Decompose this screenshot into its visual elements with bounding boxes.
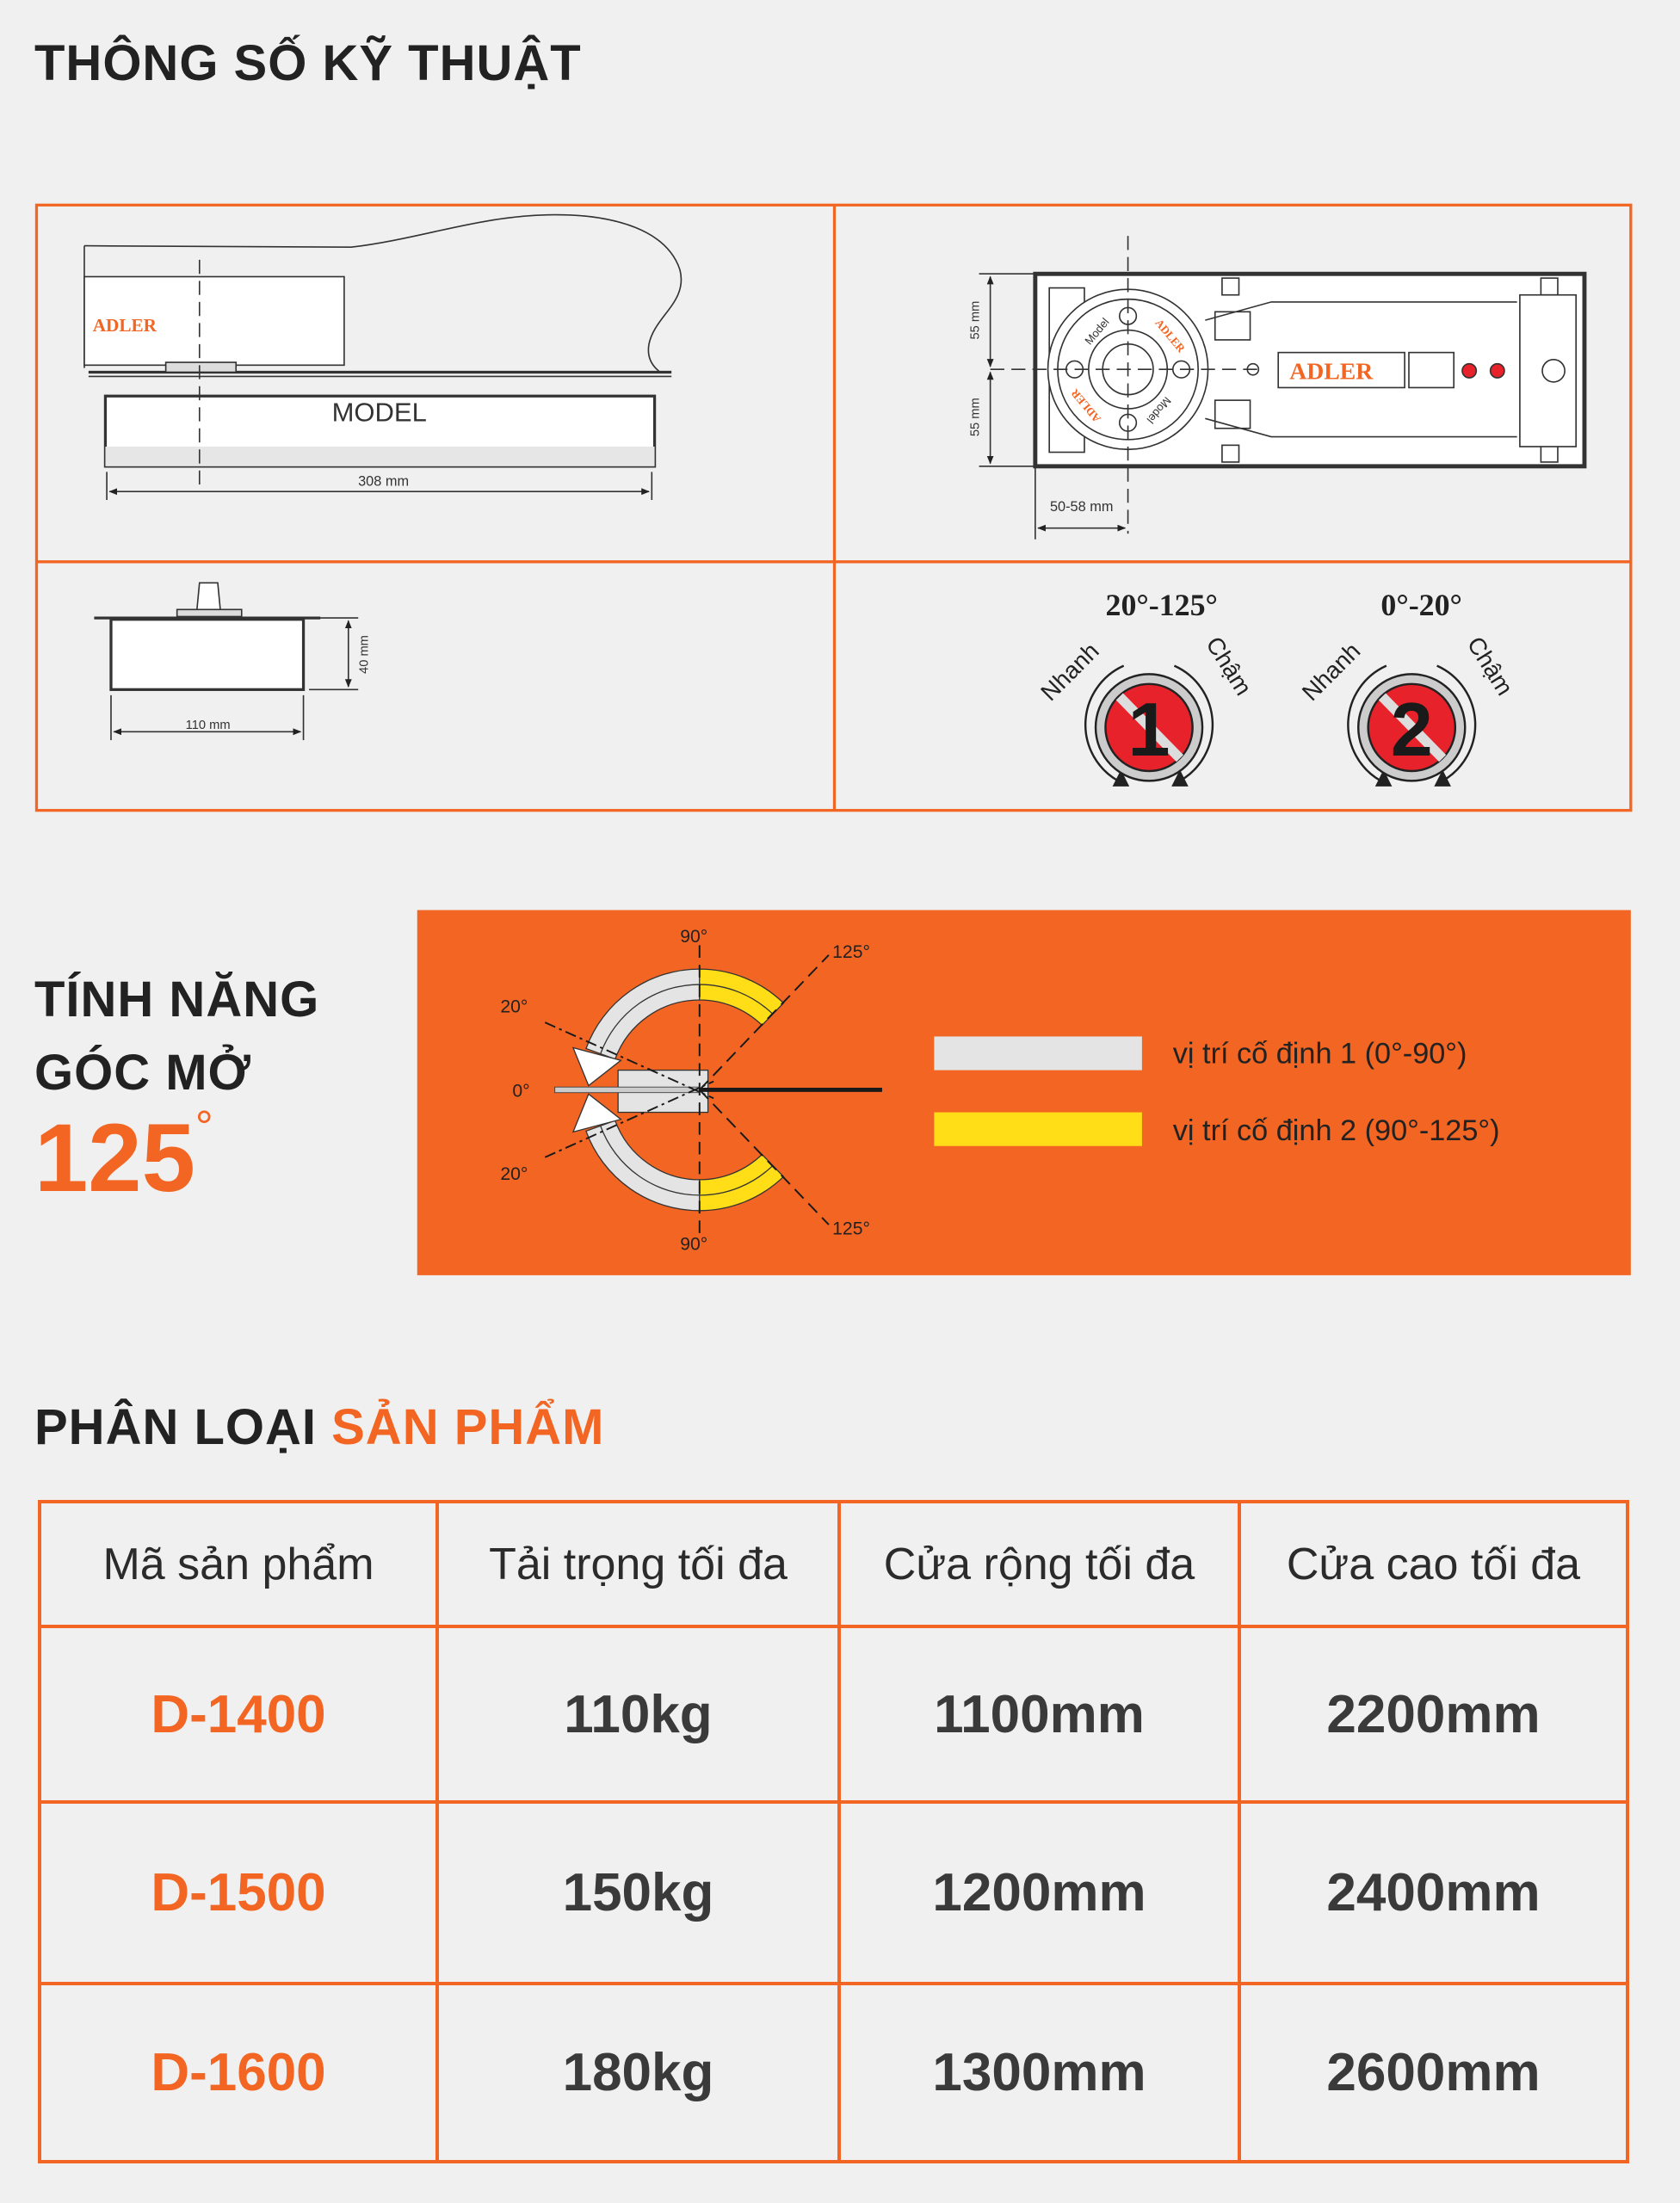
valve-1-number: 1 xyxy=(1127,687,1170,773)
plate-brand-label-2: ADLER xyxy=(1068,386,1103,426)
max-height: 2600mm xyxy=(1239,1984,1628,2162)
degree-symbol: ° xyxy=(195,1102,213,1152)
max-width: 1200mm xyxy=(839,1802,1239,1984)
max-height: 2200mm xyxy=(1239,1626,1628,1802)
length-dimension: 308 mm xyxy=(358,473,410,490)
product-table xyxy=(38,1500,1629,2163)
angle-label-90-top: 90° xyxy=(680,927,708,947)
max-width: 1100mm xyxy=(839,1626,1239,1802)
products-title-part-2: SẢN PHẨM xyxy=(331,1399,605,1455)
max-load: 150kg xyxy=(437,1802,839,1984)
valve-1-slow-label: Chậm xyxy=(1201,632,1257,700)
angle-label-0: 0° xyxy=(512,1081,530,1102)
max-height: 2400mm xyxy=(1239,1802,1628,1984)
product-code: D-1400 xyxy=(40,1626,437,1802)
end-width-dimension: 110 mm xyxy=(185,719,231,733)
table-row xyxy=(40,1626,1628,1802)
product-code: D-1600 xyxy=(40,1984,437,2162)
table-row xyxy=(40,1984,1628,2162)
upper-dimension: 55 mm xyxy=(968,300,983,340)
end-height-dimension: 40 mm xyxy=(357,635,372,674)
angle-label-20-top: 20° xyxy=(500,997,528,1017)
plate-model-label-2: Model xyxy=(1144,394,1174,427)
table-row xyxy=(40,1802,1628,1984)
valve-1-range: 20°-125° xyxy=(1105,587,1218,622)
feature-title-line-2: GÓC MỞ xyxy=(34,1045,252,1101)
feature-title-line-1: TÍNH NĂNG xyxy=(34,972,320,1027)
valve-2-speed-control xyxy=(1297,588,1519,787)
header-max-load: Tải trọng tối đa xyxy=(437,1502,839,1626)
valve-1-fast-label: Nhanh xyxy=(1035,637,1104,707)
table-header-row xyxy=(40,1502,1628,1626)
valve-2-slow-label: Chậm xyxy=(1461,632,1519,700)
legend-label-position-2: vị trí cố định 2 (90°-125°) xyxy=(1172,1114,1500,1148)
top-view-brand: ADLER xyxy=(1289,358,1374,386)
offset-dimension: 50-58 mm xyxy=(1049,499,1114,515)
plate-brand-label: ADLER xyxy=(1152,316,1189,355)
legend-label-position-1: vị trí cố định 1 (0°-90°) xyxy=(1172,1037,1467,1071)
side-view-drawing xyxy=(84,215,682,500)
top-view-drawing xyxy=(979,236,1584,540)
lower-dimension: 55 mm xyxy=(968,398,983,437)
plate-model-label: Model xyxy=(1082,315,1112,348)
products-section-title xyxy=(34,1398,604,1456)
valve-2-fast-label: Nhanh xyxy=(1296,637,1366,707)
side-view-brand: ADLER xyxy=(92,315,157,336)
valve-2-number: 2 xyxy=(1390,687,1433,773)
max-opening-angle xyxy=(34,1102,213,1212)
header-product-code: Mã sản phẩm xyxy=(40,1502,437,1626)
valve-2-range: 0°-20° xyxy=(1380,587,1462,622)
legend-swatch-position-1 xyxy=(934,1036,1142,1070)
max-load: 180kg xyxy=(437,1984,839,2162)
valve-1-speed-control xyxy=(1035,588,1257,787)
angle-label-125-top: 125° xyxy=(832,942,870,963)
header-max-height: Cửa cao tối đa xyxy=(1239,1502,1628,1626)
max-width: 1300mm xyxy=(839,1984,1239,2162)
side-view-model-label: MODEL xyxy=(331,397,427,428)
header-max-width: Cửa rộng tối đa xyxy=(839,1502,1239,1626)
spec-section-title: THÔNG SỐ KỸ THUẬT xyxy=(34,35,582,91)
angle-label-20-bottom: 20° xyxy=(500,1163,528,1184)
products-title-part-1: PHÂN LOẠI xyxy=(34,1399,317,1455)
legend-swatch-position-2 xyxy=(934,1113,1142,1146)
product-code: D-1500 xyxy=(40,1802,437,1984)
max-load: 110kg xyxy=(437,1626,839,1802)
end-view-drawing xyxy=(94,583,358,740)
angle-label-90-bottom: 90° xyxy=(680,1234,708,1255)
angle-label-125-bottom: 125° xyxy=(832,1219,870,1239)
angle-value: 125 xyxy=(34,1104,195,1212)
